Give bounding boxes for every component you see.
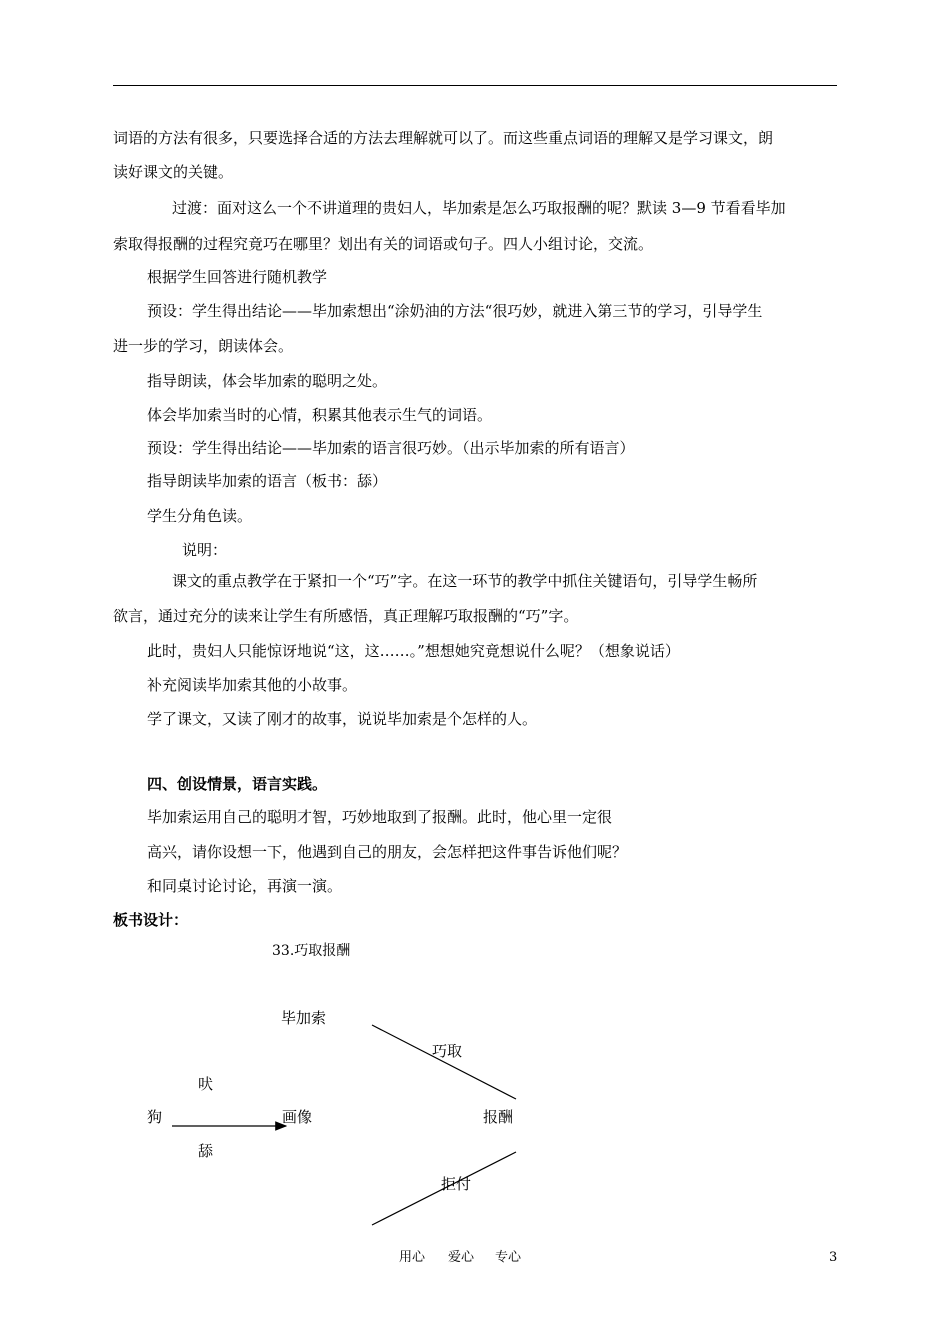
board-reward: 报酬 [483, 1108, 514, 1126]
body-line: 欲言，通过充分的读来让学生有所感悟，真正理解巧取报酬的“巧”字。 [113, 607, 579, 625]
body-line: 指导朗读，体会毕加索的聪明之处。 [147, 372, 388, 390]
body-line: 补充阅读毕加索其他的小故事。 [147, 676, 358, 694]
body-line: 根据学生回答进行随机教学 [147, 268, 328, 286]
body-line: 词语的方法有很多，只要选择合适的方法去理解就可以了。而这些重点词语的理解又是学习课文，朗 [113, 129, 774, 147]
section-heading: 四、创设情景，语言实践。 [147, 775, 328, 793]
body-line: 指导朗读毕加索的语言（板书：舔） [147, 472, 388, 490]
body-line: 学生分角色读。 [147, 507, 253, 525]
body-line: 进一步的学习，朗读体会。 [113, 337, 294, 355]
body-line: 过渡：面对这么一个不讲道理的贵妇人，毕加索是怎么巧取报酬的呢？默读 3—9 节看看毕加 [172, 199, 786, 217]
board-tian: 舔 [198, 1142, 214, 1160]
footer-slogan-3: 专心 [495, 1250, 522, 1265]
footer-slogan-2: 爱心 [448, 1250, 475, 1265]
body-line: 学了课文，又读了刚才的故事，说说毕加索是个怎样的人。 [147, 710, 538, 728]
body-line: 此时，贵妇人只能惊讶地说“这，这……。”想想她究竟想说什么呢？（想象说话） [147, 642, 680, 660]
body-line: 索取得报酬的过程究竟巧在哪里？划出有关的词语或句子。四人小组讨论，交流。 [113, 235, 654, 253]
body-line: 体会毕加索当时的心情，积累其他表示生气的词语。 [147, 406, 493, 424]
board-dog: 狗 [147, 1108, 163, 1126]
body-line: 课文的重点教学在于紧扣一个“巧”字。在这一环节的教学中抓住关键语句，引导学生畅所 [172, 572, 758, 590]
body-line: 说明： [182, 541, 228, 559]
board-refuse: 拒付 [441, 1175, 472, 1193]
footer-slogan-1: 用心 [399, 1250, 426, 1265]
board-design-heading: 板书设计： [113, 911, 189, 929]
body-line: 毕加索运用自己的聪明才智，巧妙地取到了报酬。此时，他心里一定很 [147, 808, 613, 826]
body-line: 预设：学生得出结论——毕加索想出“涂奶油的方法“很巧妙，就进入第三节的学习，引导学生 [147, 302, 763, 320]
board-picasso: 毕加索 [281, 1009, 327, 1027]
board-qiaoqu: 巧取 [432, 1042, 463, 1060]
board-title: 33.巧取报酬 [272, 943, 351, 959]
body-line: 高兴，请你设想一下，他遇到自己的朋友，会怎样把这件事告诉他们呢？ [147, 843, 628, 861]
page-number: 3 [829, 1250, 838, 1265]
body-line: 读好课文的关键。 [113, 163, 234, 181]
body-line: 和同桌讨论讨论，再演一演。 [147, 877, 343, 895]
body-line: 预设：学生得出结论——毕加索的语言很巧妙。（出示毕加索的所有语言） [147, 439, 635, 457]
board-painting: 画像 [282, 1108, 313, 1126]
reward-line-upper [372, 1025, 516, 1099]
board-fei: 吠 [198, 1075, 214, 1093]
